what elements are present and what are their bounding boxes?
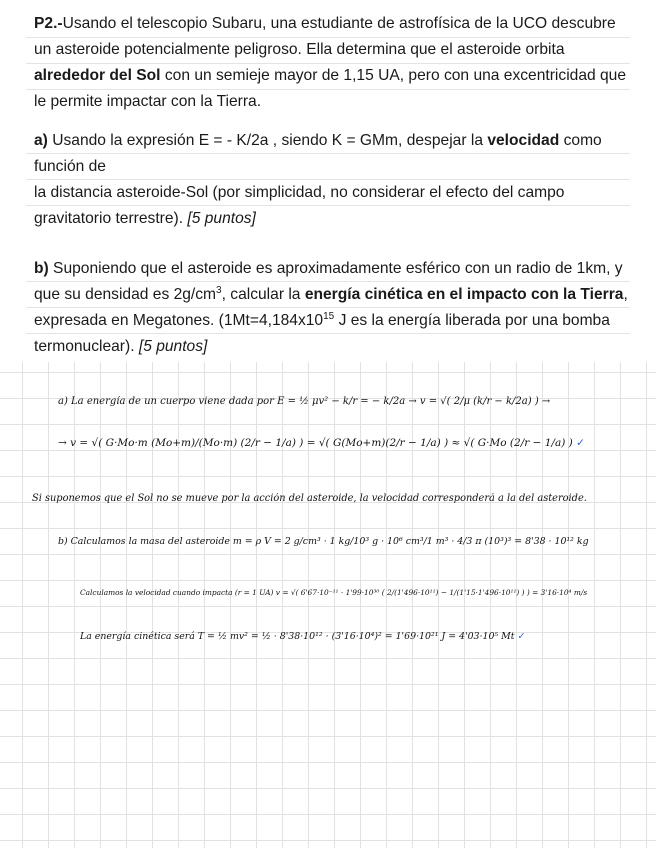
problem-intro-rest: con un semieje mayor de 1,15 UA, pero con una excentricidad que le permite impactar con la Tierra. (34, 67, 627, 110)
handwritten-line-a1 (58, 396, 638, 407)
problem-intro: Usando el telescopio Subaru, una estudiante de astrofísica de la UCO descubre un asteroide potencialmente peligroso. Ella determina que el asteroide orbita (34, 15, 616, 58)
part-b-label: b) (34, 260, 49, 277)
part-a-bold: velocidad (487, 132, 560, 149)
part-b-points: [5 puntos] (138, 338, 208, 355)
part-b-superscript-3: 3 (216, 284, 222, 296)
part-a-text-2: como función de (34, 132, 602, 175)
checkmark-icon: ✓ (517, 631, 526, 642)
handwritten-line-a2 (58, 437, 638, 449)
handwritten-line-b1 (58, 536, 638, 547)
part-a-statement (34, 128, 634, 232)
problem-title: P2.- (34, 15, 63, 32)
handwritten-line-b2 (80, 588, 648, 597)
handwritten-text: Calculamos la velocidad cuando impacta (r = 1 UA) v = √( 6'67·10⁻¹¹ · 1'99·10³⁰ ( 2/(1'496·10¹¹) − 1/(1'15·1'496·10¹¹) ) ) = 3'16·10⁴ m/s (80, 588, 588, 597)
checkmark-icon: ✓ (576, 437, 585, 449)
part-b-text-4: J es la energía liberada por una bomba termonuclear). (34, 312, 610, 355)
problem-intro-bold: alrededor del Sol (34, 67, 161, 84)
part-b-text: Suponiendo que el asteroide es aproximadamente esférico con un radio de 1km, y que su densidad es 2g/cm (34, 260, 623, 303)
part-b-superscript-15: 15 (323, 310, 335, 322)
part-b-bold: energía cinética en el impacto con la Tierra (304, 286, 624, 303)
problem-statement (34, 11, 634, 115)
handwritten-line-note (32, 493, 632, 504)
handwritten-text: b) Calculamos la masa del asteroide m = ρ V = 2 g/cm³ · 1 kg/10³ g · 10⁶ cm³/1 m³ · 4/3 π (10³)³ = 8'38 · 10¹² kg (58, 536, 589, 547)
part-b-statement (34, 256, 634, 360)
handwritten-line-b3 (80, 631, 640, 642)
part-a-points: [5 puntos] (187, 210, 256, 227)
handwritten-text: La energía cinética será T = ½ mv² = ½ · 8'38·10¹² · (3'16·10⁴)² = 1'69·10²¹ J = 4'03·10⁵ Mt (80, 631, 515, 642)
part-a-line-2: la distancia asteroide-Sol (por simplicidad, no considerar el efecto del campo gravitatorio terrestre). (34, 184, 565, 227)
handwritten-text: Si suponemos que el Sol no se mueve por la acción del asteroide, la velocidad corresponderá a la del asteroide. (32, 493, 587, 504)
typed-problem-area (0, 0, 656, 362)
handwritten-text: a) La energía de un cuerpo viene dada por E = ½ μv² − k/r = − k/2a → v = √( 2/μ (k/r − k/2a) ) → (58, 396, 551, 407)
part-b-text-3: , expresada en Megatones. (1Mt=4,184x10 (34, 286, 628, 329)
part-a-label: a) (34, 132, 48, 149)
handwritten-text: → v = √( G·Mo·m (Mo+m)/(Mo·m) (2/r − 1/a) ) = √( G(Mo+m)(2/r − 1/a) ) ≈ √( G·Mo (2/r − 1/a) ) (58, 437, 573, 449)
part-b-text-2: , calcular la (221, 286, 305, 303)
part-a-text: Usando la expresión E = - K/2a , siendo K = GMm, despejar la (47, 132, 488, 149)
